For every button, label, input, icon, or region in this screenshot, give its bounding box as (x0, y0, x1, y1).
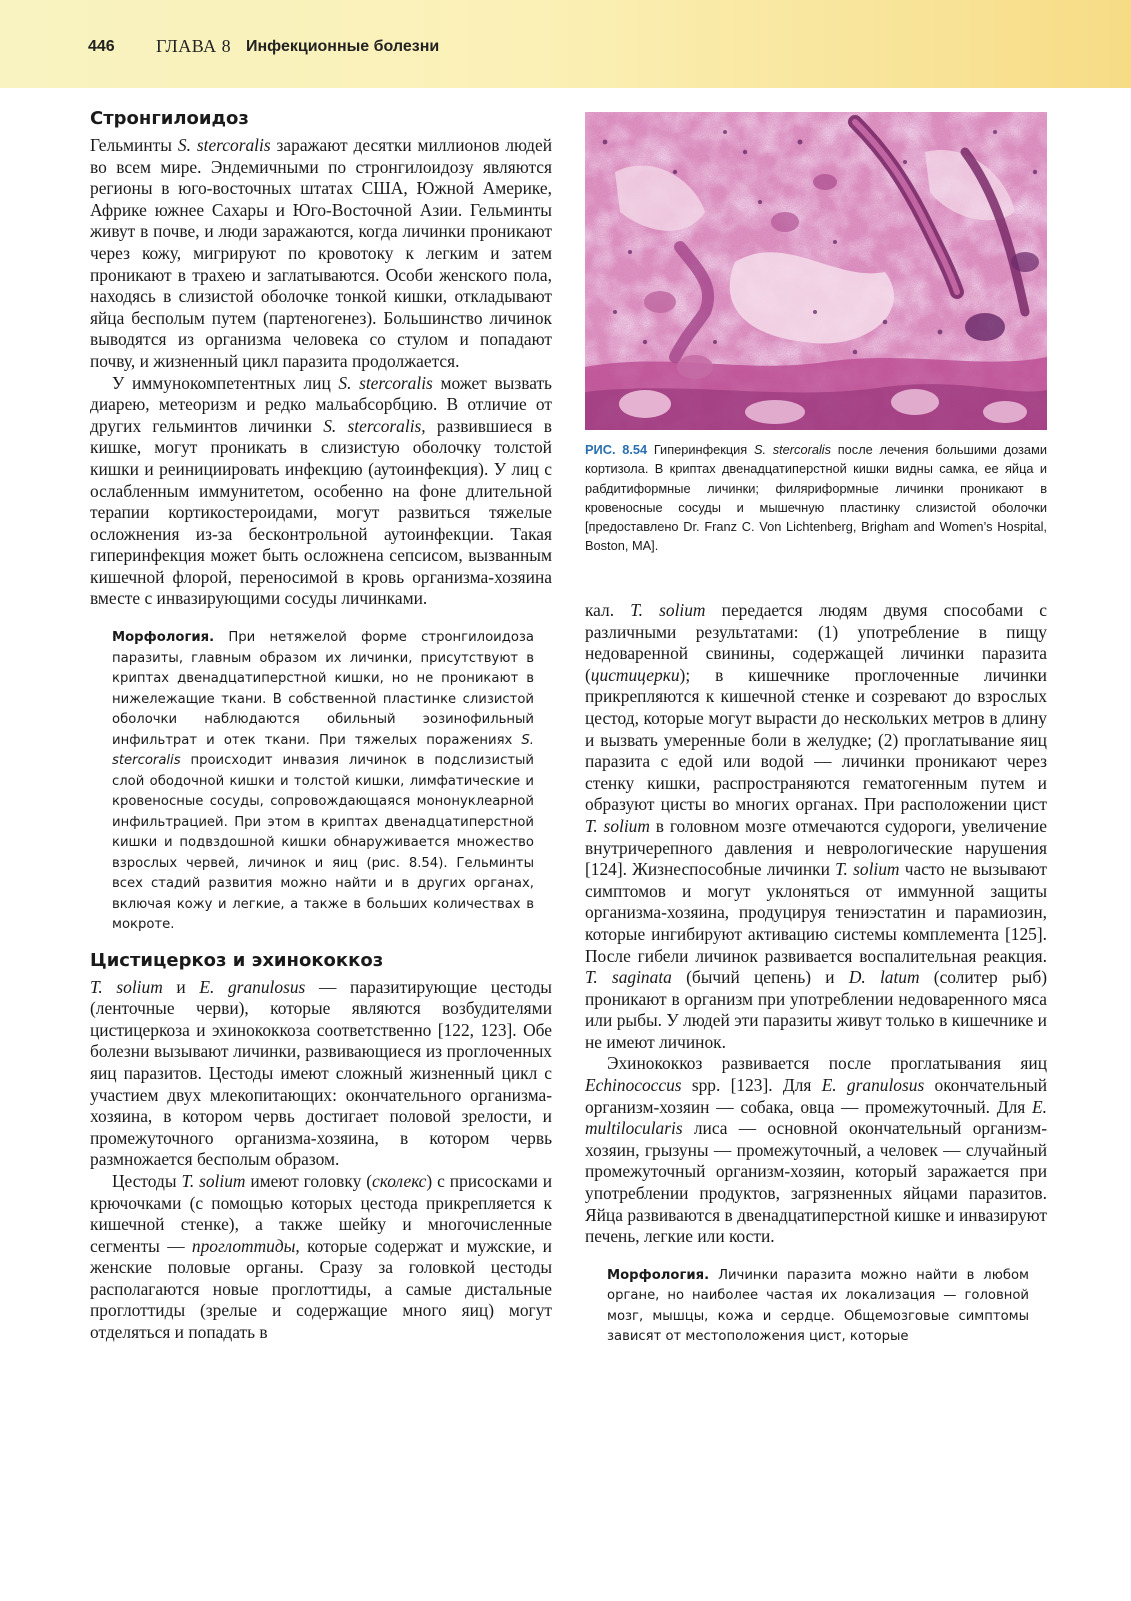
morphology-block: Морфология. Личинки паразита можно найти в любом органе, но наиболее частая их локализация — головной мозг, мышцы, кожа и сердце. Общемозговые симптомы зависят от местоположения цист, которые (607, 1267, 1029, 1345)
histology-figure (585, 112, 1047, 430)
figure-caption: РИС. 8.54 Гиперинфекция S. stercoralis после лечения большими дозами кортизола. В криптах двенадцатиперстной кишки видны самка, ее яйца и рабдитиформные личинки; филяриформные личинки проникают в кровеносные сосуды и мышечную пластинку слизистой оболочки [предоставлено Dr. Franz C. Von Lichtenberg, Brigham and Women’s Hospital, Boston, MA]. (585, 442, 1047, 554)
chapter-title: Инфекционные болезни (246, 38, 440, 55)
left-column (90, 108, 552, 1344)
page-number: 446 (88, 38, 115, 55)
chapter-number: ГЛАВА 8 (156, 36, 232, 56)
paragraph: кал. T. solium передается людям двумя способами с различными результатами: (1) употребление в пищу недоваренной свинины, содержащей личинки паразита (цистицерки); в кишечнике проглоченные личинки прикрепляются к кишечной стенке и созревают до взрослых цестод, которые могут вырасти до нескольких метров в длину и вызвать умеренные боли в желудке; (2) проглатывание яиц паразита с едой или водой — личинки проникают через стенку кишки, распространяются гематогенным путем и образуют цисты во многих органах. При расположении цист T. solium в головном мозге отмечаются судороги, увеличение внутричерепного давления и неврологические нарушения [124]. Жизнеспособные личинки T. solium часто не вызывают симптомов и могут уклоняться от иммунной защиты организма-хозяина, продуцируя тениэстатин и парамиозин, которые ингибируют активацию системы комплемента [125]. После гибели личинок развивается воспалительная реакция. T. saginata (бычий цепень) и D. latum (солитер рыб) проникают в организм при употреблении недоваренного мяса или рыбы. У людей эти паразиты живут только в кишечнике и не имеют личинок. (585, 600, 1047, 1052)
paragraph: Цестоды T. solium имеют головку (сколекс) с присосками и крючочками (с помощью которых цестода прикрепляется к кишечной стенке), а также шейку и многочисленные сегменты — проглоттиды, которые содержат и мужские, и женские половые органы. Сразу за головкой цестоды располагаются новые проглоттиды, а самые дистальные проглоттиды (зрелые и содержащие много яиц) могут отделяться и попадать в (90, 1170, 552, 1343)
paragraph: T. solium и E. granulosus — паразитирующие цестоды (ленточные черви), которые являются возбудителями цистицеркоза и эхинококкоза соответственно [122, 123]. Обе болезни вызывают личинки, развивающиеся из проглоченных яиц паразитов. Цестоды имеют сложный жизненный цикл с участием двух млекопитающих: окончательного организма-хозяина, в котором червь достигает половой зрелости, и промежуточного организма-хозяина, в котором червь размножается бесполым образом. (90, 976, 552, 1170)
right-column (585, 600, 1047, 1348)
micrograph-image (585, 112, 1047, 430)
morphology-block: Морфология. При нетяжелой форме стронгилоидоза паразиты, главным образом их личинки, присутствуют в криптах двенадцатиперстной кишки, но не проникают в нижележащие ткани. В собственной пластинке слизистой оболочки наблюдаются обильный эозинофильный инфильтрат и отек ткани. При тяжелых поражениях S. stercoralis происходит инвазия личинок в подслизистый слой ободочной кишки и толстой кишки, лимфатические и кровеносные сосуды, сопровождающаяся мононуклеарной инфильтрацией. При этом в криптах двенадцатиперстной кишки и подвздошной кишки обнаруживается множество взрослых червей, личинок и яиц (рис. 8.54). Гельминты всех стадий развития можно найти и в других органах, включая кожу и легкие, а также в больших количествах в мокроте. (112, 630, 534, 933)
section-title-strongyloidosis: Стронгилоидоз (90, 108, 249, 129)
section-title-cysticercosis: Цистицеркоз и эхинококкоз (90, 949, 384, 971)
figure-label: РИС. 8.54 (585, 442, 648, 457)
paragraph: Эхинококкоз развивается после проглатывания яиц Echinococcus spp. [123]. Для E. granulosus окончательный организм-хозяин — собака, овца — промежуточный. Для E. multilocularis лиса — основной окончательный организм-хозяин, грызуны — промежуточный, а человек — случайный промежуточный организм-хозяин, который заражается при употреблении продуктов, загрязненных яйцами паразитов. Яйца развиваются в двенадцатиперстной кишке и инвазируют печень, легкие или кости. (585, 1053, 1047, 1247)
paragraph: Гельминты S. stercoralis заражают десятки миллионов людей во всем мире. Эндемичными по стронгилоидозу являются регионы в юго-восточных штатах США, Южной Америке, Африке южнее Сахары и Юго-Восточной Азии. Гельминты живут в почве, и люди заражаются, когда личинки проникают через кожу, мигрируют по кровотоку к легким и затем проникают в трахею и заглатываются. Особи женского пола, находясь в слизистой оболочке тонкой кишки, откладывают яйца бесполым путем (партеногенез). Большинство личинок выводятся из организма человека со стулом и попадают почву, и жизненный цикл паразита продолжается. (90, 135, 553, 371)
paragraph: У иммунокомпетентных лиц S. stercoralis может вызвать диарею, метеоризм и редко мальабсорбцию. В отличие от других гельминтов личинки S. stercoralis, развившиеся в кишке, могут проникать в слизистую оболочку толстой кишки и реинициировать инфекцию (аутоинфекция). У лиц с ослабленным иммунитетом, особенно на фоне длительной терапии кортикостероидами, могут развиться тяжелые осложнения из-за бесконтрольной аутоинфекции. Такая гиперинфекция может быть осложнена сепсисом, вызванным кишечной флорой, переносимой в кровь организма-хозяина вместе с инвазирующими сосуды личинками. (90, 372, 552, 609)
page-header (0, 0, 1131, 88)
